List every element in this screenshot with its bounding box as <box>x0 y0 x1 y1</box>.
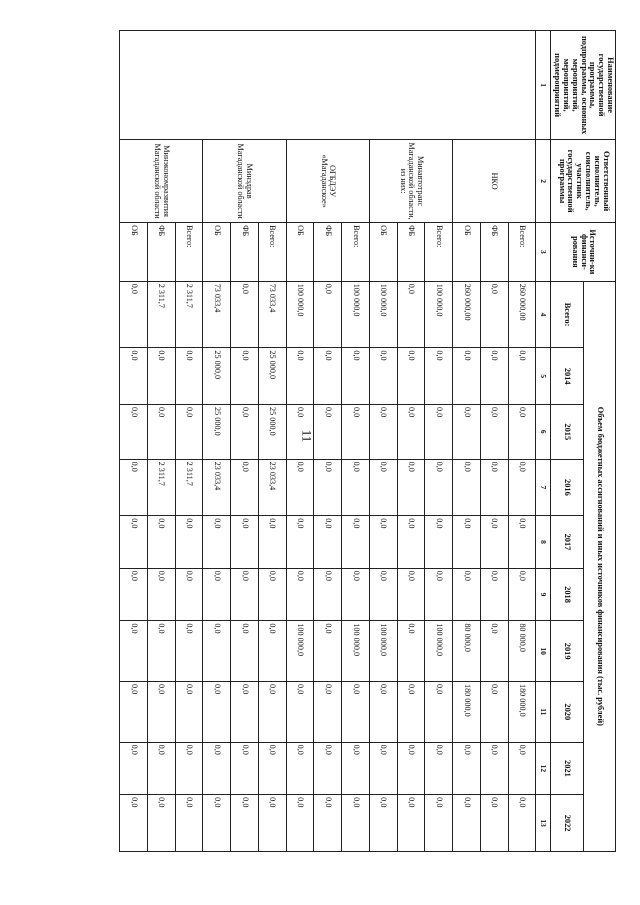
table-row <box>508 31 536 852</box>
column-number: 3 <box>536 223 551 282</box>
year-value-cell: 0,0 <box>480 568 508 621</box>
year-value-cell: 0,0 <box>147 568 175 621</box>
source-cell: Всего: <box>258 223 286 282</box>
year-value-cell: 0,0 <box>119 405 147 460</box>
year-value-cell: 0,0 <box>258 568 286 621</box>
year-value-cell: 0,0 <box>314 348 342 405</box>
source-cell: Всего: <box>425 223 453 282</box>
total-value-cell: 2 311,7 <box>147 281 175 348</box>
year-value-cell: 0,0 <box>342 681 370 742</box>
year-value-cell: 100 000,0 <box>342 621 370 682</box>
year-value-cell: 0,0 <box>175 568 203 621</box>
year-value-cell: 0,0 <box>119 621 147 682</box>
source-cell: Всего: <box>342 223 370 282</box>
year-value-cell: 0,0 <box>175 742 203 795</box>
header-year: 2022 <box>551 795 583 852</box>
year-value-cell: 23 033,4 <box>258 459 286 516</box>
table-row <box>342 31 370 852</box>
year-value-cell: 0,0 <box>480 621 508 682</box>
year-value-cell: 0,0 <box>508 516 536 569</box>
executor-cell: ОГБДЭУ «Магаданское» <box>286 140 369 223</box>
header-year: 2014 <box>551 348 583 405</box>
total-value-cell: 0,0 <box>397 281 425 348</box>
year-value-cell: 0,0 <box>508 568 536 621</box>
year-value-cell: 0,0 <box>286 681 314 742</box>
year-value-cell: 0,0 <box>508 405 536 460</box>
header-total: Всего: <box>551 281 583 348</box>
year-value-cell: 0,0 <box>453 742 481 795</box>
year-value-cell: 0,0 <box>258 516 286 569</box>
year-value-cell: 0,0 <box>203 795 231 852</box>
column-number: 9 <box>536 568 551 621</box>
source-cell: ФБ <box>314 223 342 282</box>
year-value-cell: 0,0 <box>397 405 425 460</box>
year-value-cell: 180 000,0 <box>508 681 536 742</box>
source-cell: ОБ <box>453 223 481 282</box>
total-value-cell: 0,0 <box>314 281 342 348</box>
column-number: 12 <box>536 742 551 795</box>
year-value-cell: 0,0 <box>453 795 481 852</box>
year-value-cell: 0,0 <box>453 405 481 460</box>
header-year: 2018 <box>551 568 583 621</box>
year-value-cell: 80 000,0 <box>453 621 481 682</box>
total-value-cell: 0,0 <box>231 281 259 348</box>
source-cell: ФБ <box>480 223 508 282</box>
year-value-cell: 100 000,0 <box>369 621 397 682</box>
year-value-cell: 0,0 <box>119 795 147 852</box>
year-value-cell: 0,0 <box>397 681 425 742</box>
year-value-cell: 0,0 <box>425 459 453 516</box>
year-value-cell: 0,0 <box>175 795 203 852</box>
year-value-cell: 0,0 <box>175 681 203 742</box>
year-value-cell: 0,0 <box>147 405 175 460</box>
header-year: 2017 <box>551 516 583 569</box>
year-value-cell: 0,0 <box>231 348 259 405</box>
year-value-cell: 0,0 <box>369 516 397 569</box>
year-value-cell: 0,0 <box>425 516 453 569</box>
total-value-cell: 100 000,0 <box>286 281 314 348</box>
year-value-cell: 0,0 <box>508 459 536 516</box>
year-value-cell: 0,0 <box>314 621 342 682</box>
year-value-cell: 0,0 <box>231 742 259 795</box>
year-value-cell: 0,0 <box>231 568 259 621</box>
source-cell: ФБ <box>147 223 175 282</box>
header-executor: Ответственный исполнитель, соисполнитель, участник государственной программы <box>551 140 616 223</box>
year-value-cell: 23 033,4 <box>203 459 231 516</box>
year-value-cell: 0,0 <box>397 621 425 682</box>
year-value-cell: 0,0 <box>119 568 147 621</box>
year-value-cell: 0,0 <box>453 459 481 516</box>
column-number-row <box>536 31 551 852</box>
total-value-cell: 100 000,0 <box>425 281 453 348</box>
year-value-cell: 0,0 <box>342 348 370 405</box>
header-year: 2015 <box>551 405 583 460</box>
year-value-cell: 0,0 <box>314 405 342 460</box>
executor-cell: НКО <box>453 140 536 223</box>
column-number: 5 <box>536 348 551 405</box>
source-cell: ОБ <box>119 223 147 282</box>
year-value-cell: 0,0 <box>508 348 536 405</box>
year-value-cell: 0,0 <box>480 405 508 460</box>
year-value-cell: 0,0 <box>397 742 425 795</box>
header-program-name: Наименование государственной программы, подпрограммы, основных мероприятий, мероприятий, подмероприятий <box>551 31 616 140</box>
year-value-cell: 2 311,7 <box>175 459 203 516</box>
year-value-cell: 0,0 <box>480 348 508 405</box>
year-value-cell: 0,0 <box>314 516 342 569</box>
year-value-cell: 0,0 <box>369 459 397 516</box>
source-cell: ОБ <box>369 223 397 282</box>
year-value-cell: 0,0 <box>175 348 203 405</box>
year-value-cell: 0,0 <box>231 681 259 742</box>
year-value-cell: 0,0 <box>425 742 453 795</box>
year-value-cell: 0,0 <box>425 681 453 742</box>
year-value-cell: 0,0 <box>286 795 314 852</box>
year-value-cell: 0,0 <box>342 568 370 621</box>
header-year: 2020 <box>551 681 583 742</box>
year-value-cell: 0,0 <box>397 568 425 621</box>
year-value-cell: 0,0 <box>425 405 453 460</box>
year-value-cell: 0,0 <box>397 459 425 516</box>
table-row <box>258 31 286 852</box>
header-year: 2019 <box>551 621 583 682</box>
year-value-cell: 80 000,0 <box>508 621 536 682</box>
year-value-cell: 0,0 <box>119 459 147 516</box>
total-value-cell: 73 033,4 <box>203 281 231 348</box>
header-year: 2016 <box>551 459 583 516</box>
year-value-cell: 0,0 <box>480 795 508 852</box>
year-value-cell: 0,0 <box>286 568 314 621</box>
column-number: 1 <box>536 31 551 140</box>
year-value-cell: 0,0 <box>425 568 453 621</box>
year-value-cell: 0,0 <box>203 516 231 569</box>
year-value-cell: 0,0 <box>286 742 314 795</box>
year-value-cell: 0,0 <box>203 621 231 682</box>
executor-cell: Минавтотранс Магаданской области, из них: <box>369 140 452 223</box>
year-value-cell: 0,0 <box>147 621 175 682</box>
year-value-cell: 0,0 <box>480 681 508 742</box>
column-number: 11 <box>536 681 551 742</box>
column-number: 2 <box>536 140 551 223</box>
header-financing-group: Объем бюджетных ассигнований и иных источников финансирования (тыс. рублей) <box>583 281 615 851</box>
total-value-cell: 260 000,00 <box>453 281 481 348</box>
year-value-cell: 0,0 <box>369 795 397 852</box>
year-value-cell: 0,0 <box>258 742 286 795</box>
year-value-cell: 0,0 <box>453 516 481 569</box>
year-value-cell: 0,0 <box>175 621 203 682</box>
year-value-cell: 0,0 <box>314 681 342 742</box>
rotated-table-container <box>129 30 616 852</box>
year-value-cell: 0,0 <box>286 516 314 569</box>
year-value-cell: 0,0 <box>147 681 175 742</box>
year-value-cell: 0,0 <box>203 742 231 795</box>
year-value-cell: 0,0 <box>369 681 397 742</box>
source-cell: ФБ <box>231 223 259 282</box>
total-value-cell: 0,0 <box>480 281 508 348</box>
year-value-cell: 0,0 <box>369 348 397 405</box>
total-value-cell: 260 000,00 <box>508 281 536 348</box>
year-value-cell: 0,0 <box>397 348 425 405</box>
column-number: 4 <box>536 281 551 348</box>
year-value-cell: 100 000,0 <box>425 621 453 682</box>
total-value-cell: 0,0 <box>119 281 147 348</box>
header-year: 2021 <box>551 742 583 795</box>
column-number: 10 <box>536 621 551 682</box>
year-value-cell: 0,0 <box>175 516 203 569</box>
year-value-cell: 0,0 <box>397 516 425 569</box>
year-value-cell: 0,0 <box>286 459 314 516</box>
source-cell: Всего: <box>175 223 203 282</box>
year-value-cell: 0,0 <box>453 568 481 621</box>
year-value-cell: 0,0 <box>203 568 231 621</box>
year-value-cell: 0,0 <box>231 516 259 569</box>
program-name-cell <box>119 31 535 140</box>
year-value-cell: 0,0 <box>286 348 314 405</box>
executor-cell: Минздрав Магаданской области <box>203 140 286 223</box>
year-value-cell: 0,0 <box>258 681 286 742</box>
year-value-cell: 0,0 <box>231 621 259 682</box>
column-number: 8 <box>536 516 551 569</box>
year-value-cell: 180 000,0 <box>453 681 481 742</box>
column-number: 7 <box>536 459 551 516</box>
year-value-cell: 0,0 <box>147 516 175 569</box>
year-value-cell: 0,0 <box>342 459 370 516</box>
year-value-cell: 100 000,0 <box>286 621 314 682</box>
year-value-cell: 0,0 <box>369 742 397 795</box>
total-value-cell: 2 311,7 <box>175 281 203 348</box>
year-value-cell: 0,0 <box>480 459 508 516</box>
year-value-cell: 0,0 <box>258 795 286 852</box>
year-value-cell: 0,0 <box>342 795 370 852</box>
year-value-cell: 0,0 <box>314 459 342 516</box>
table-body <box>119 31 535 852</box>
source-cell: ОБ <box>286 223 314 282</box>
year-value-cell: 0,0 <box>480 516 508 569</box>
year-value-cell: 0,0 <box>425 348 453 405</box>
year-value-cell: 0,0 <box>147 795 175 852</box>
year-value-cell: 0,0 <box>119 681 147 742</box>
year-value-cell: 0,0 <box>175 405 203 460</box>
year-value-cell: 0,0 <box>425 795 453 852</box>
column-number: 13 <box>536 795 551 852</box>
year-value-cell: 0,0 <box>508 795 536 852</box>
header-row-1 <box>583 31 615 852</box>
year-value-cell: 0,0 <box>258 621 286 682</box>
year-value-cell: 25 000,0 <box>258 405 286 460</box>
source-cell: Всего: <box>508 223 536 282</box>
source-cell: ОБ <box>203 223 231 282</box>
year-value-cell: 0,0 <box>231 795 259 852</box>
year-value-cell: 0,0 <box>508 742 536 795</box>
page-number: 11 <box>299 429 315 443</box>
year-value-cell: 0,0 <box>119 348 147 405</box>
year-value-cell: 0,0 <box>231 459 259 516</box>
year-value-cell: 0,0 <box>314 742 342 795</box>
year-value-cell: 0,0 <box>314 568 342 621</box>
year-value-cell: 0,0 <box>369 405 397 460</box>
year-value-cell: 0,0 <box>480 742 508 795</box>
year-value-cell: 0,0 <box>286 405 314 460</box>
year-value-cell: 25 000,0 <box>203 405 231 460</box>
total-value-cell: 100 000,0 <box>369 281 397 348</box>
year-value-cell: 0,0 <box>119 516 147 569</box>
year-value-cell: 25 000,0 <box>203 348 231 405</box>
total-value-cell: 73 033,4 <box>258 281 286 348</box>
year-value-cell: 0,0 <box>342 742 370 795</box>
year-value-cell: 0,0 <box>397 795 425 852</box>
column-number: 6 <box>536 405 551 460</box>
year-value-cell: 25 000,0 <box>258 348 286 405</box>
table-row <box>425 31 453 852</box>
year-value-cell: 0,0 <box>119 742 147 795</box>
year-value-cell: 0,0 <box>147 348 175 405</box>
year-value-cell: 0,0 <box>203 681 231 742</box>
year-value-cell: 0,0 <box>342 405 370 460</box>
year-value-cell: 0,0 <box>342 516 370 569</box>
year-value-cell: 2 311,7 <box>147 459 175 516</box>
executor-cell: Минэкономразвития Магаданской области <box>119 140 202 223</box>
header-source: Источни-ки финанси-рования <box>551 223 616 282</box>
table-row <box>175 31 203 852</box>
source-cell: ФБ <box>397 223 425 282</box>
year-value-cell: 0,0 <box>147 742 175 795</box>
year-value-cell: 0,0 <box>314 795 342 852</box>
year-value-cell: 0,0 <box>231 405 259 460</box>
financing-table <box>119 30 616 852</box>
year-value-cell: 0,0 <box>453 348 481 405</box>
total-value-cell: 100 000,0 <box>342 281 370 348</box>
year-value-cell: 0,0 <box>369 568 397 621</box>
